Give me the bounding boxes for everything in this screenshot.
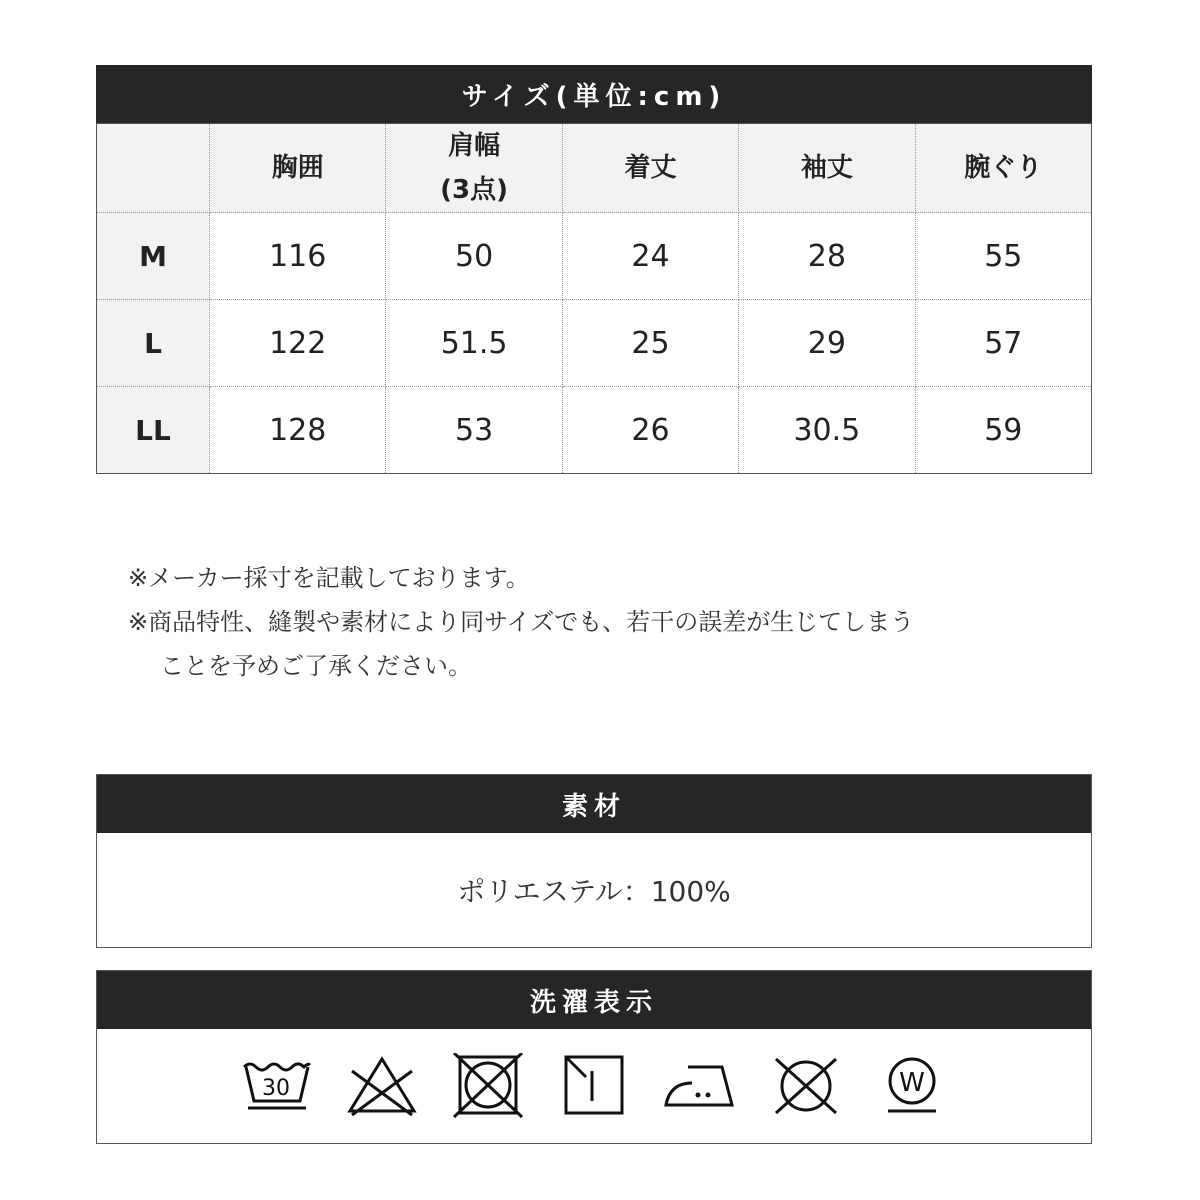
wet-clean-letter: W [899,1068,925,1098]
wash-temperature: 30 [262,1076,290,1101]
shoulder-label: 肩幅 [448,131,501,161]
no-dry-clean-icon [768,1053,844,1119]
shoulder-sub-label: (3点) [440,175,509,205]
size-table-header-row [97,124,1092,213]
column-header-length: 着丈 [562,124,738,213]
size-label: L [97,300,210,387]
column-header-chest: 胸囲 [210,124,386,213]
note-line: ことを予めご了承ください。 [160,652,472,680]
wash-30-gentle-icon [238,1053,314,1119]
no-bleach-icon [344,1053,420,1119]
material-title: 素材 [97,775,1091,833]
table-cell: 116 [210,213,386,300]
table-cell: 122 [210,300,386,387]
line-dry-shade-icon [556,1053,632,1119]
wet-clean-icon [874,1053,950,1119]
size-label: M [97,213,210,300]
material-text: ポリエステル：100% [457,875,731,908]
no-tumble-dry-icon [450,1053,526,1119]
table-cell: 29 [739,300,915,387]
material-body [97,833,1091,947]
table-row [97,387,1092,474]
table-row [97,213,1092,300]
table-cell: 28 [739,213,915,300]
washing-title: 洗濯表示 [97,971,1091,1029]
table-row [97,300,1092,387]
corner-cell [97,124,210,213]
note-line: ※商品特性、縫製や素材により同サイズでも、若干の誤差が生じてしまう [128,608,915,636]
iron-low-icon [662,1053,738,1119]
washing-panel [96,970,1092,1144]
table-cell: 128 [210,387,386,474]
size-label: LL [97,387,210,474]
column-header-armhole: 腕ぐり [915,124,1091,213]
measurement-notes [128,556,914,688]
column-header-sleeve: 袖丈 [739,124,915,213]
washing-icons [97,1029,1091,1143]
table-cell: 53 [386,387,562,474]
note-line: ※メーカー採寸を記載しております。 [128,564,530,592]
size-table-panel [96,65,1092,474]
table-cell: 55 [915,213,1091,300]
table-cell: 50 [386,213,562,300]
table-cell: 26 [562,387,738,474]
size-table [96,123,1092,474]
material-panel [96,774,1092,948]
table-cell: 59 [915,387,1091,474]
column-header-shoulder [386,124,562,213]
table-cell: 25 [562,300,738,387]
table-cell: 51.5 [386,300,562,387]
table-cell: 30.5 [739,387,915,474]
table-cell: 57 [915,300,1091,387]
table-cell: 24 [562,213,738,300]
size-table-title: サイズ(単位:cm) [96,65,1092,123]
